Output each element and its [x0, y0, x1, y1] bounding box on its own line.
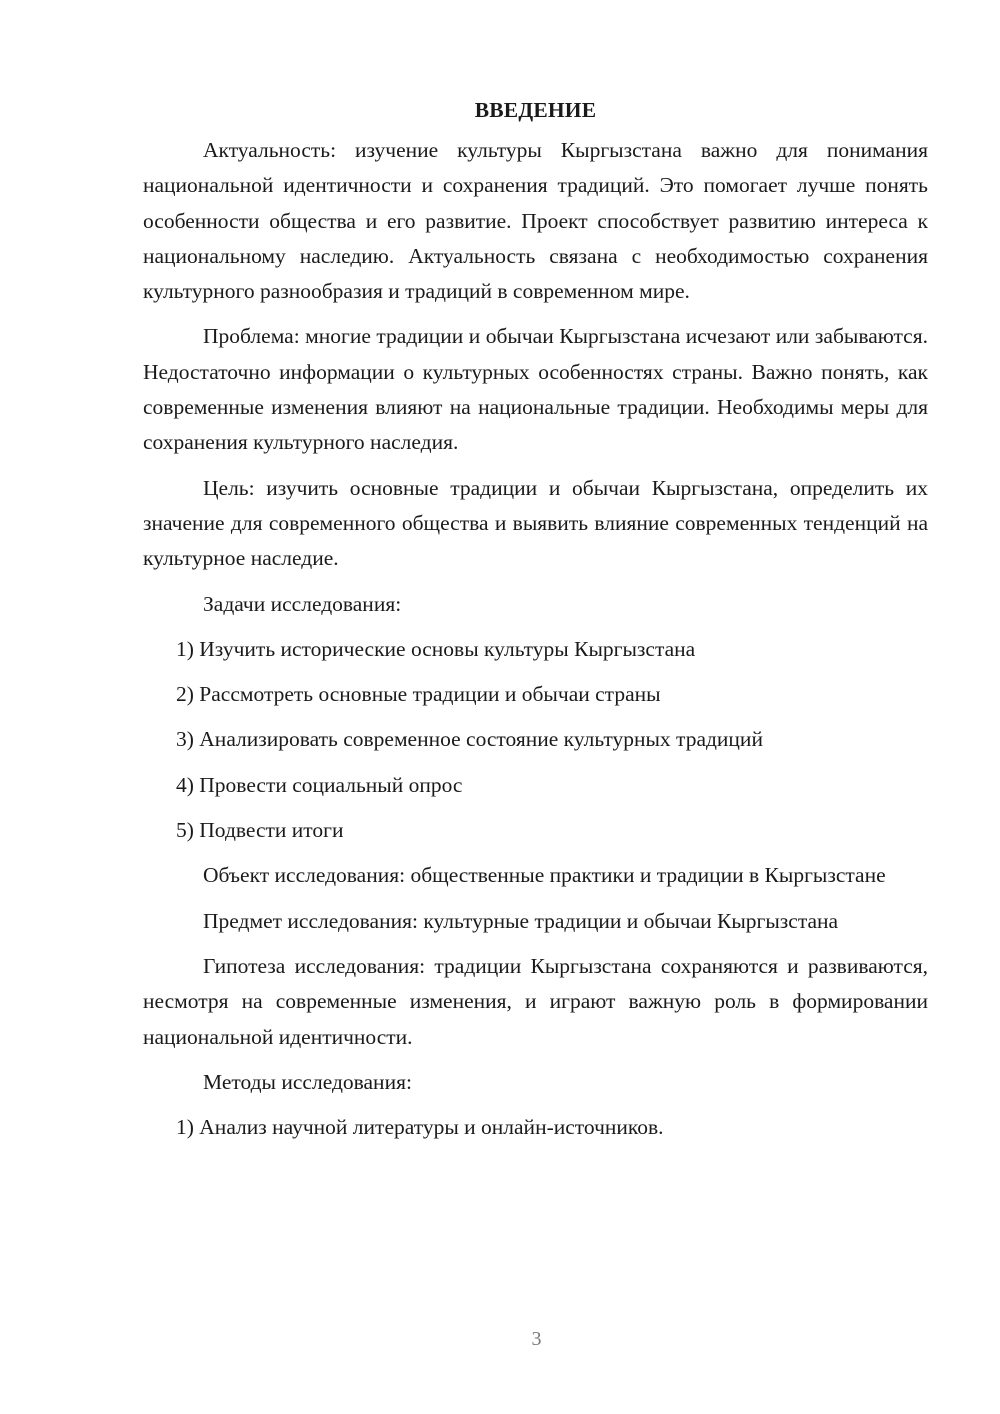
list-item: 1) Анализ научной литературы и онлайн-источников.: [176, 1115, 664, 1140]
paragraph-hypothesis: Гипотеза исследования: традиции Кыргызстана сохраняются и развиваются, несмотря на современные изменения, и играют важную роль в формировании национальной идентичности.: [143, 953, 928, 1049]
tasks-heading: Задачи исследования:: [203, 591, 402, 616]
document-page: [143, 92, 928, 1155]
methods-list: [143, 1110, 928, 1145]
paragraph-subject: Предмет исследования: культурные традиции и обычаи Кыргызстана: [203, 908, 839, 933]
tasks-list: [143, 632, 928, 848]
list-item: 2) Рассмотреть основные традиции и обычаи страны: [176, 682, 661, 707]
list-item: 1) Изучить исторические основы культуры Кыргызстана: [176, 636, 696, 661]
methods-heading: Методы исследования:: [203, 1069, 412, 1094]
page-title: ВВЕДЕНИЕ: [474, 98, 597, 122]
list-item: 3) Анализировать современное состояние культурных традиций: [176, 727, 763, 752]
list-item: 4) Провести социальный опрос: [176, 772, 463, 797]
list-item: 5) Подвести итоги: [176, 818, 344, 843]
paragraph-relevance: Актуальность: изучение культуры Кыргызстана важно для понимания национальной идентичности и сохранения традиций. Это помогает лучше понять особенности общества и его развитие. Проект способствует развитию интереса к национальному наследию. Актуальность связана с необходимостью сохранения культурного разнообразия и традиций в современном мире.: [143, 138, 928, 304]
page-number: 3: [531, 1328, 542, 1350]
paragraph-object: Объект исследования: общественные практики и традиции в Кыргызстане: [203, 863, 886, 888]
paragraph-problem: Проблема: многие традиции и обычаи Кыргызстана исчезают или забываются. Недостаточно информации о культурных особенностях страны. Важно понять, как современные изменения влияют на национальные традиции. Необходимы меры для сохранения культурного наследия.: [143, 324, 928, 455]
paragraph-goal: Цель: изучить основные традиции и обычаи Кыргызстана, определить их значение для современного общества и выявить влияние современных тенденций на культурное наследие.: [143, 475, 928, 571]
